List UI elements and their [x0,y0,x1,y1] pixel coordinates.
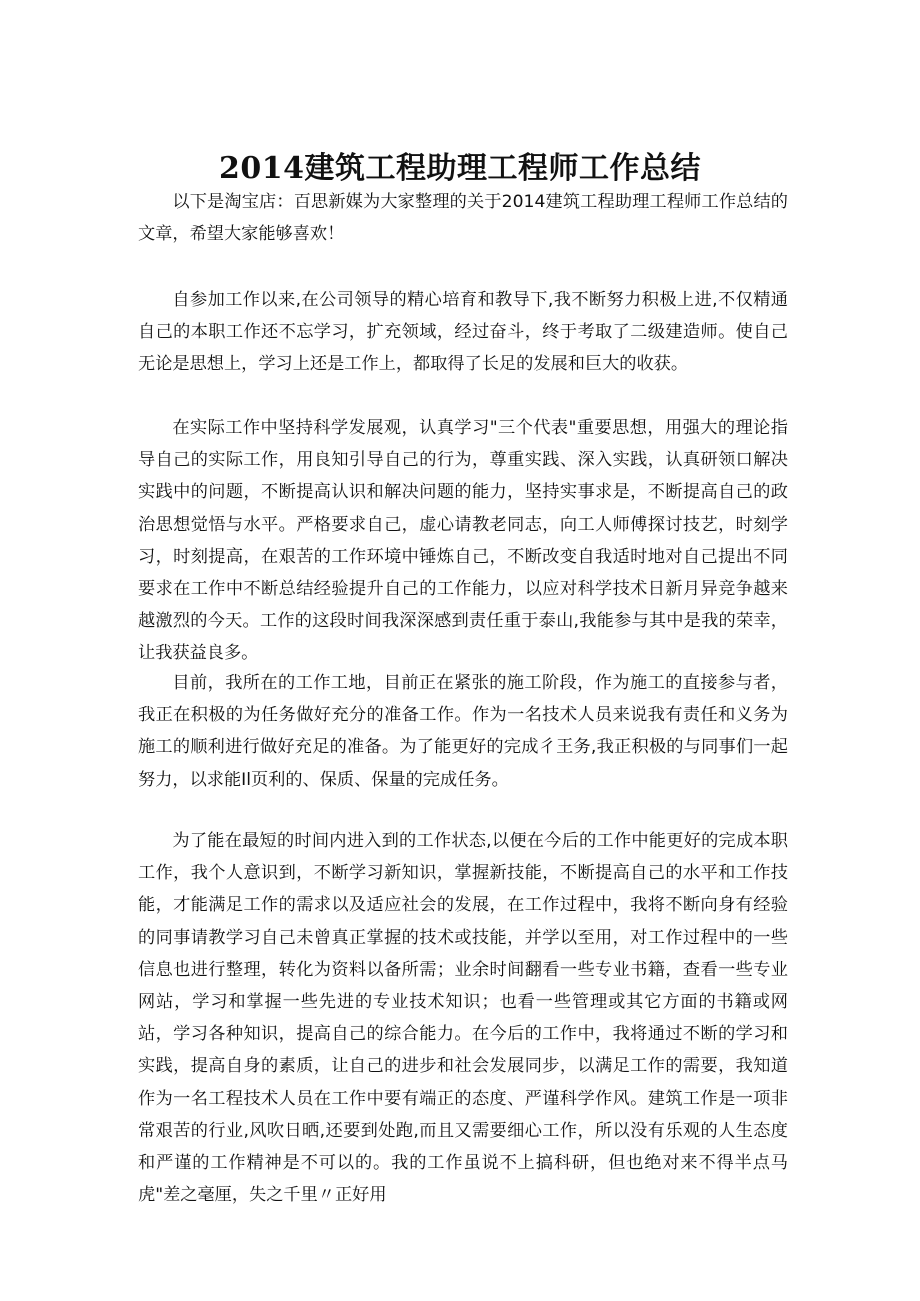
body-paragraph-3: 目前，我所在的工作工地，目前正在紧张的施工阶段，作为施工的直接参与者，我正在积极的为任务做好充分的准备工作。作为一名技术人员来说我有责任和义务为施工的顺利进行做好充足的准备。为了能更好的完成彳王务,我正积极的与同事们一起努力，以求能Il页利的、保质、保量的完成任务。 [138,673,788,790]
body-paragraph-2: 在实际工作中坚持科学发展观，认真学习"三个代表"重要思想，用强大的理论指导自己的实际工作，用良知引导自己的行为，尊重实践、深入实践，认真研领口解决实践中的问题，不断提高认识和解决问题的能力，坚持实事求是，不断提高自己的政治思想觉悟与水平。严格要求自己，虚心请教老同志，向工人师傅探讨技艺，时刻学习，时刻提高，在艰苦的工作环境中锤炼自己，不断改变自我适时地对自己提出不同要求在工作中不断总结经验提升自己的工作能力，以应对科学技术日新月异竞争越来越激烈的今天。工作的这段时间我深深感到责任重于泰山,我能参与其中是我的荣幸，让我获益良多。 [138,418,788,664]
intro-paragraph: 以下是淘宝店：百思新媒为大家整理的关于2014建筑工程助理工程师工作总结的文章，希望大家能够喜欢！ [138,192,788,245]
body-paragraph-4: 为了能在最短的时间内进入到的工作状态,以便在今后的工作中能更好的完成本职工作，我个人意识到，不断学习新知识，掌握新技能，不断提高自己的水平和工作技能，才能满足工作的需求以及适应社会的发展，在工作过程中，我将不断向身有经验的同事请教学习自己未曾真正掌握的技术或技能，并学以至用，对工作过程中的一些信息也进行整理，转化为资料以备所需；业余时间翻看一些专业书籍，查看一些专业网站，学习和掌握一些先进的专业技术知识；也看一些管理或其它方面的书籍或网站，学习各种知识，提高自己的综合能力。在今后的工作中，我将通过不断的学习和实践，提高自身的素质，让自己的进步和社会发展同步，以满足工作的需要，我知道作为一名工程技术人员在工作中要有端正的态度、严谨科学作风。建筑工作是一项非常艰苦的行业,风吹日晒,还要到处跑,而且又需要细心工作，所以没有乐观的人生态度和严谨的工作精神是不可以的。我的工作虽说不上搞科研，但也绝对来不得半点马虎"差之毫厘，失之千里〃正好用 [138,831,788,1206]
document-title: 2014建筑工程助理工程师工作总结 [219,151,701,187]
body-paragraph-1: 自参加工作以来,在公司领导的精心培育和教导下,我不断努力积极上进,不仅精通自己的本职工作还不忘学习，扩充领域，经过奋斗，终于考取了二级建造师。使自己无论是思想上，学习上还是工作上，都取得了长足的发展和巨大的收获。 [138,290,788,375]
